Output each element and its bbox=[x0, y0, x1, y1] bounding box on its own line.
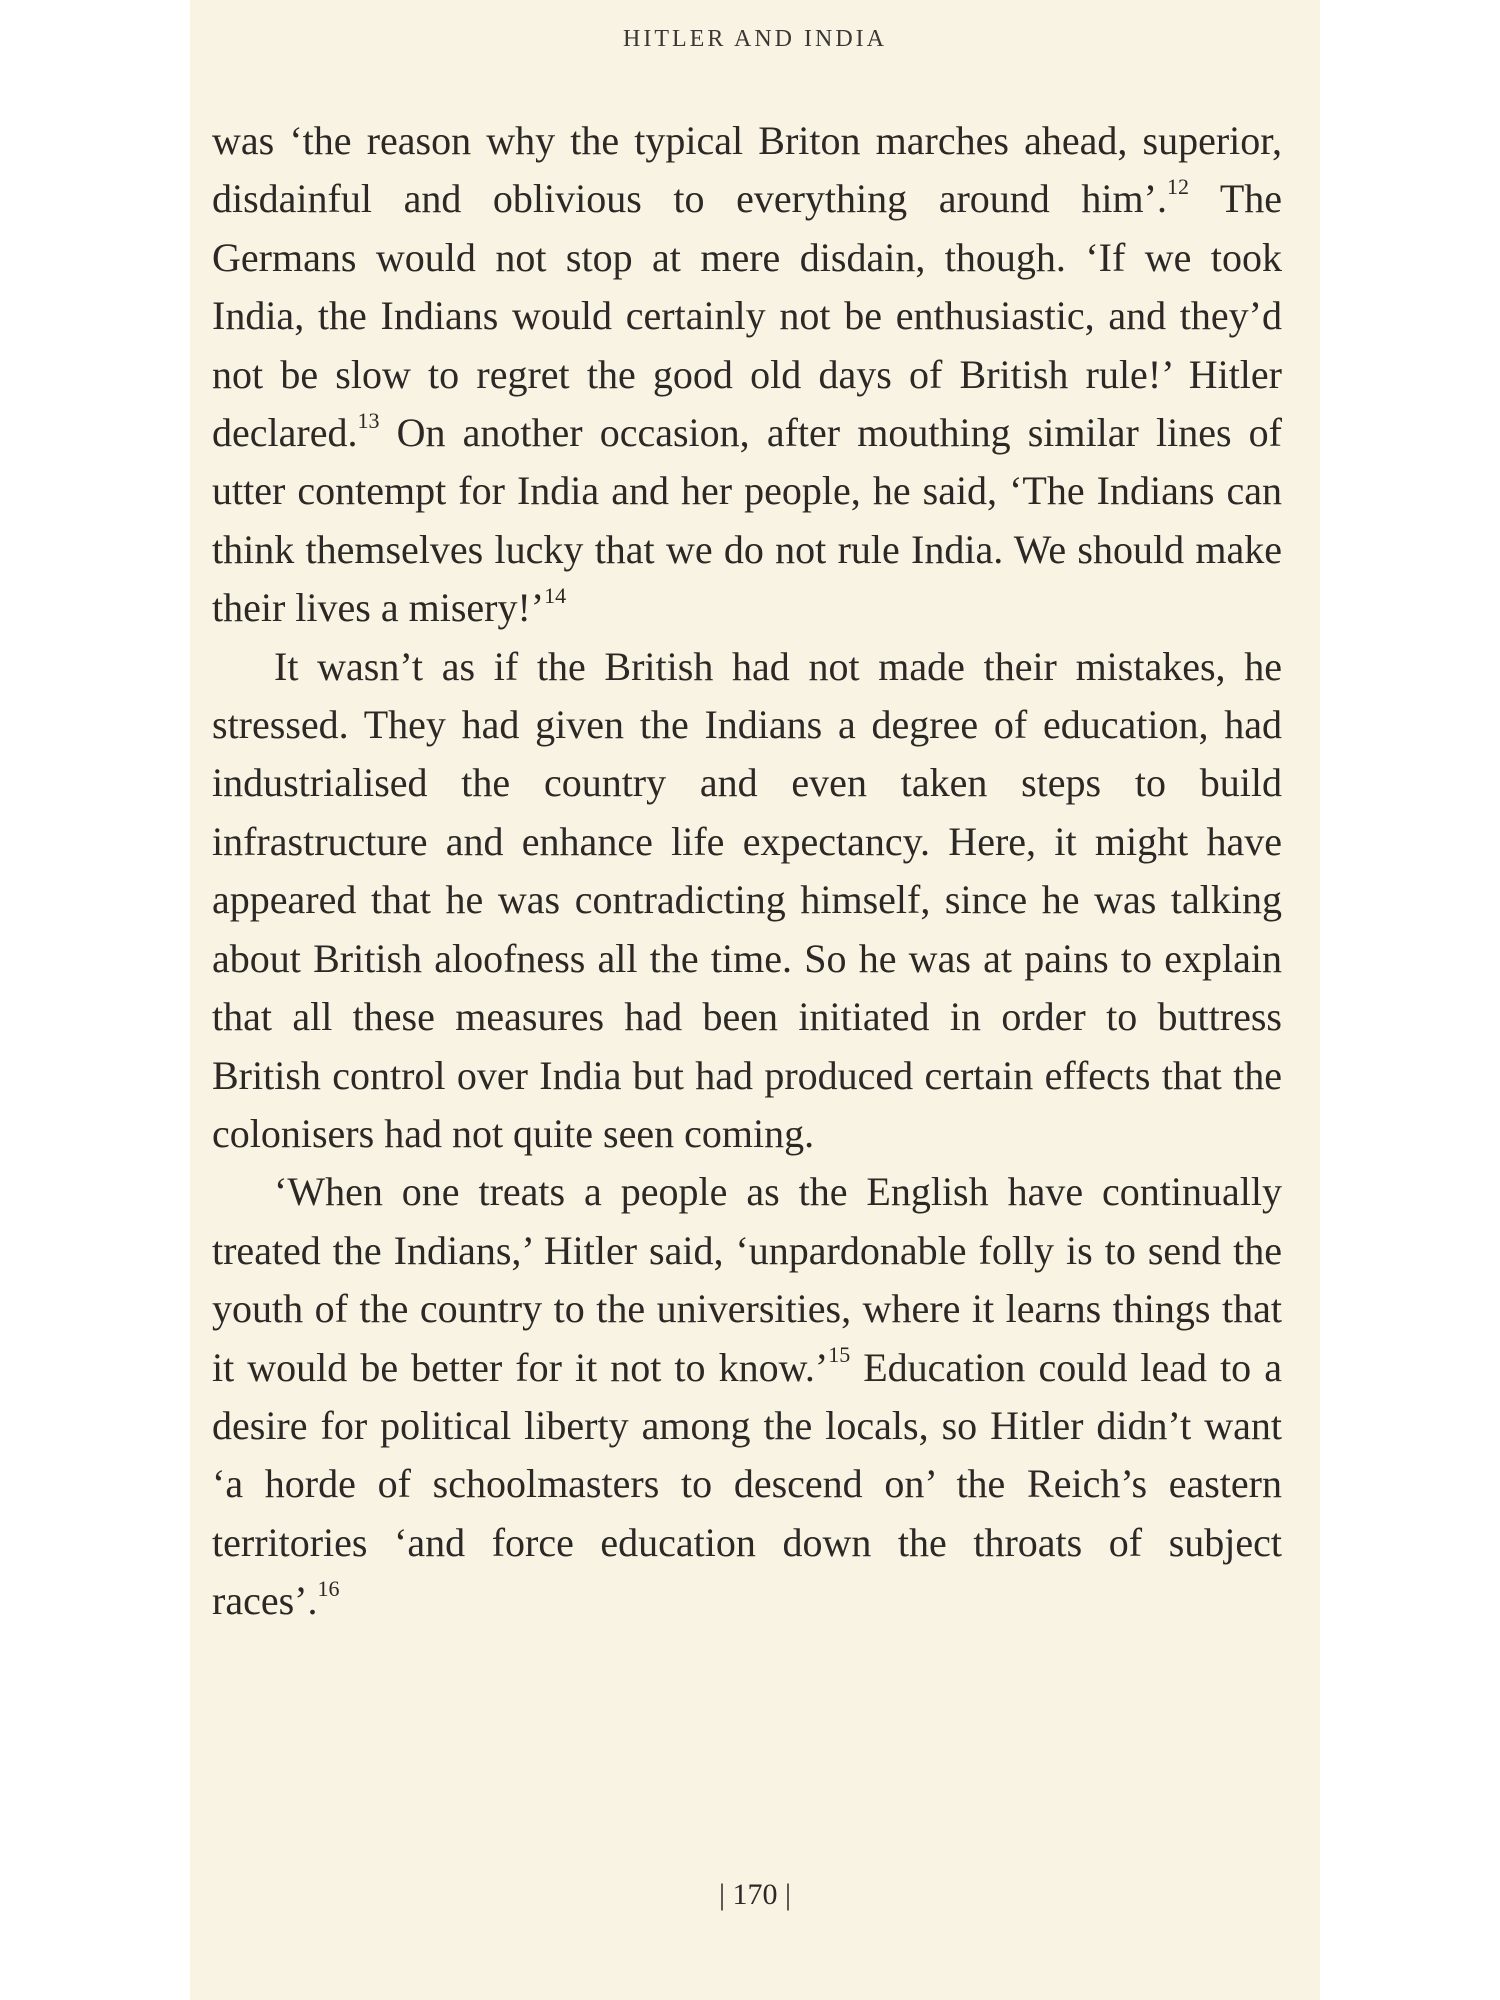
page-number: | 170 | bbox=[718, 1878, 791, 1911]
book-page bbox=[190, 0, 1320, 2000]
paragraph-1 bbox=[212, 112, 1282, 638]
paragraph-3 bbox=[212, 1163, 1282, 1630]
footnote-ref-13: 13 bbox=[357, 407, 380, 433]
text-run: Education could lead to a desire for political liberty among the locals, so Hitler didn’t want ‘a horde of schoolmasters to descend on’ the Reich’s eastern territories ‘and force education down the throats of subject races’. bbox=[212, 1344, 1282, 1624]
body-text bbox=[212, 112, 1282, 1631]
text-run: It wasn’t as if the British had not made their mistakes, he stressed. They had given the Indians a degree of education, had industrialised the country and even taken steps to build infrastructure and enhance life expectancy. Here, it might have appeared that he was contradicting himself, since he was talking about British aloofness all the time. So he was at pains to explain that all these measures had been initiated in order to buttress British control over India but had produced certain effects that the colonisers had not quite seen coming. bbox=[212, 643, 1282, 1156]
footnote-ref-14: 14 bbox=[544, 582, 567, 608]
footnote-ref-15: 15 bbox=[828, 1342, 851, 1368]
footnote-ref-12: 12 bbox=[1166, 174, 1189, 200]
text-run: ‘When one treats a people as the English have continually treated the Indians,’ Hitler said, ‘unpardonable folly is to send the youth of the country to the universities, where it learns things that it would be better for it not to know.’ bbox=[212, 1169, 1282, 1390]
text-run: The Germans would not stop at mere disdain, though. ‘If we took India, the Indians would certainly not be enthusiastic, and they’d not be slow to regret the good old days of British rule!’ Hitler declared. bbox=[212, 176, 1283, 456]
text-run: On another occasion, after mouthing similar lines of utter contempt for India and her people, he said, ‘The Indians can think themselves lucky that we do not rule India. We should make their lives a misery!’ bbox=[212, 410, 1282, 631]
running-head: HITLER AND INDIA bbox=[623, 26, 887, 52]
paragraph-2 bbox=[212, 638, 1282, 1164]
footnote-ref-16: 16 bbox=[317, 1575, 340, 1601]
text-run: was ‘the reason why the typical Briton marches ahead, superior, disdainful and oblivious to everything around him’. bbox=[212, 118, 1282, 222]
